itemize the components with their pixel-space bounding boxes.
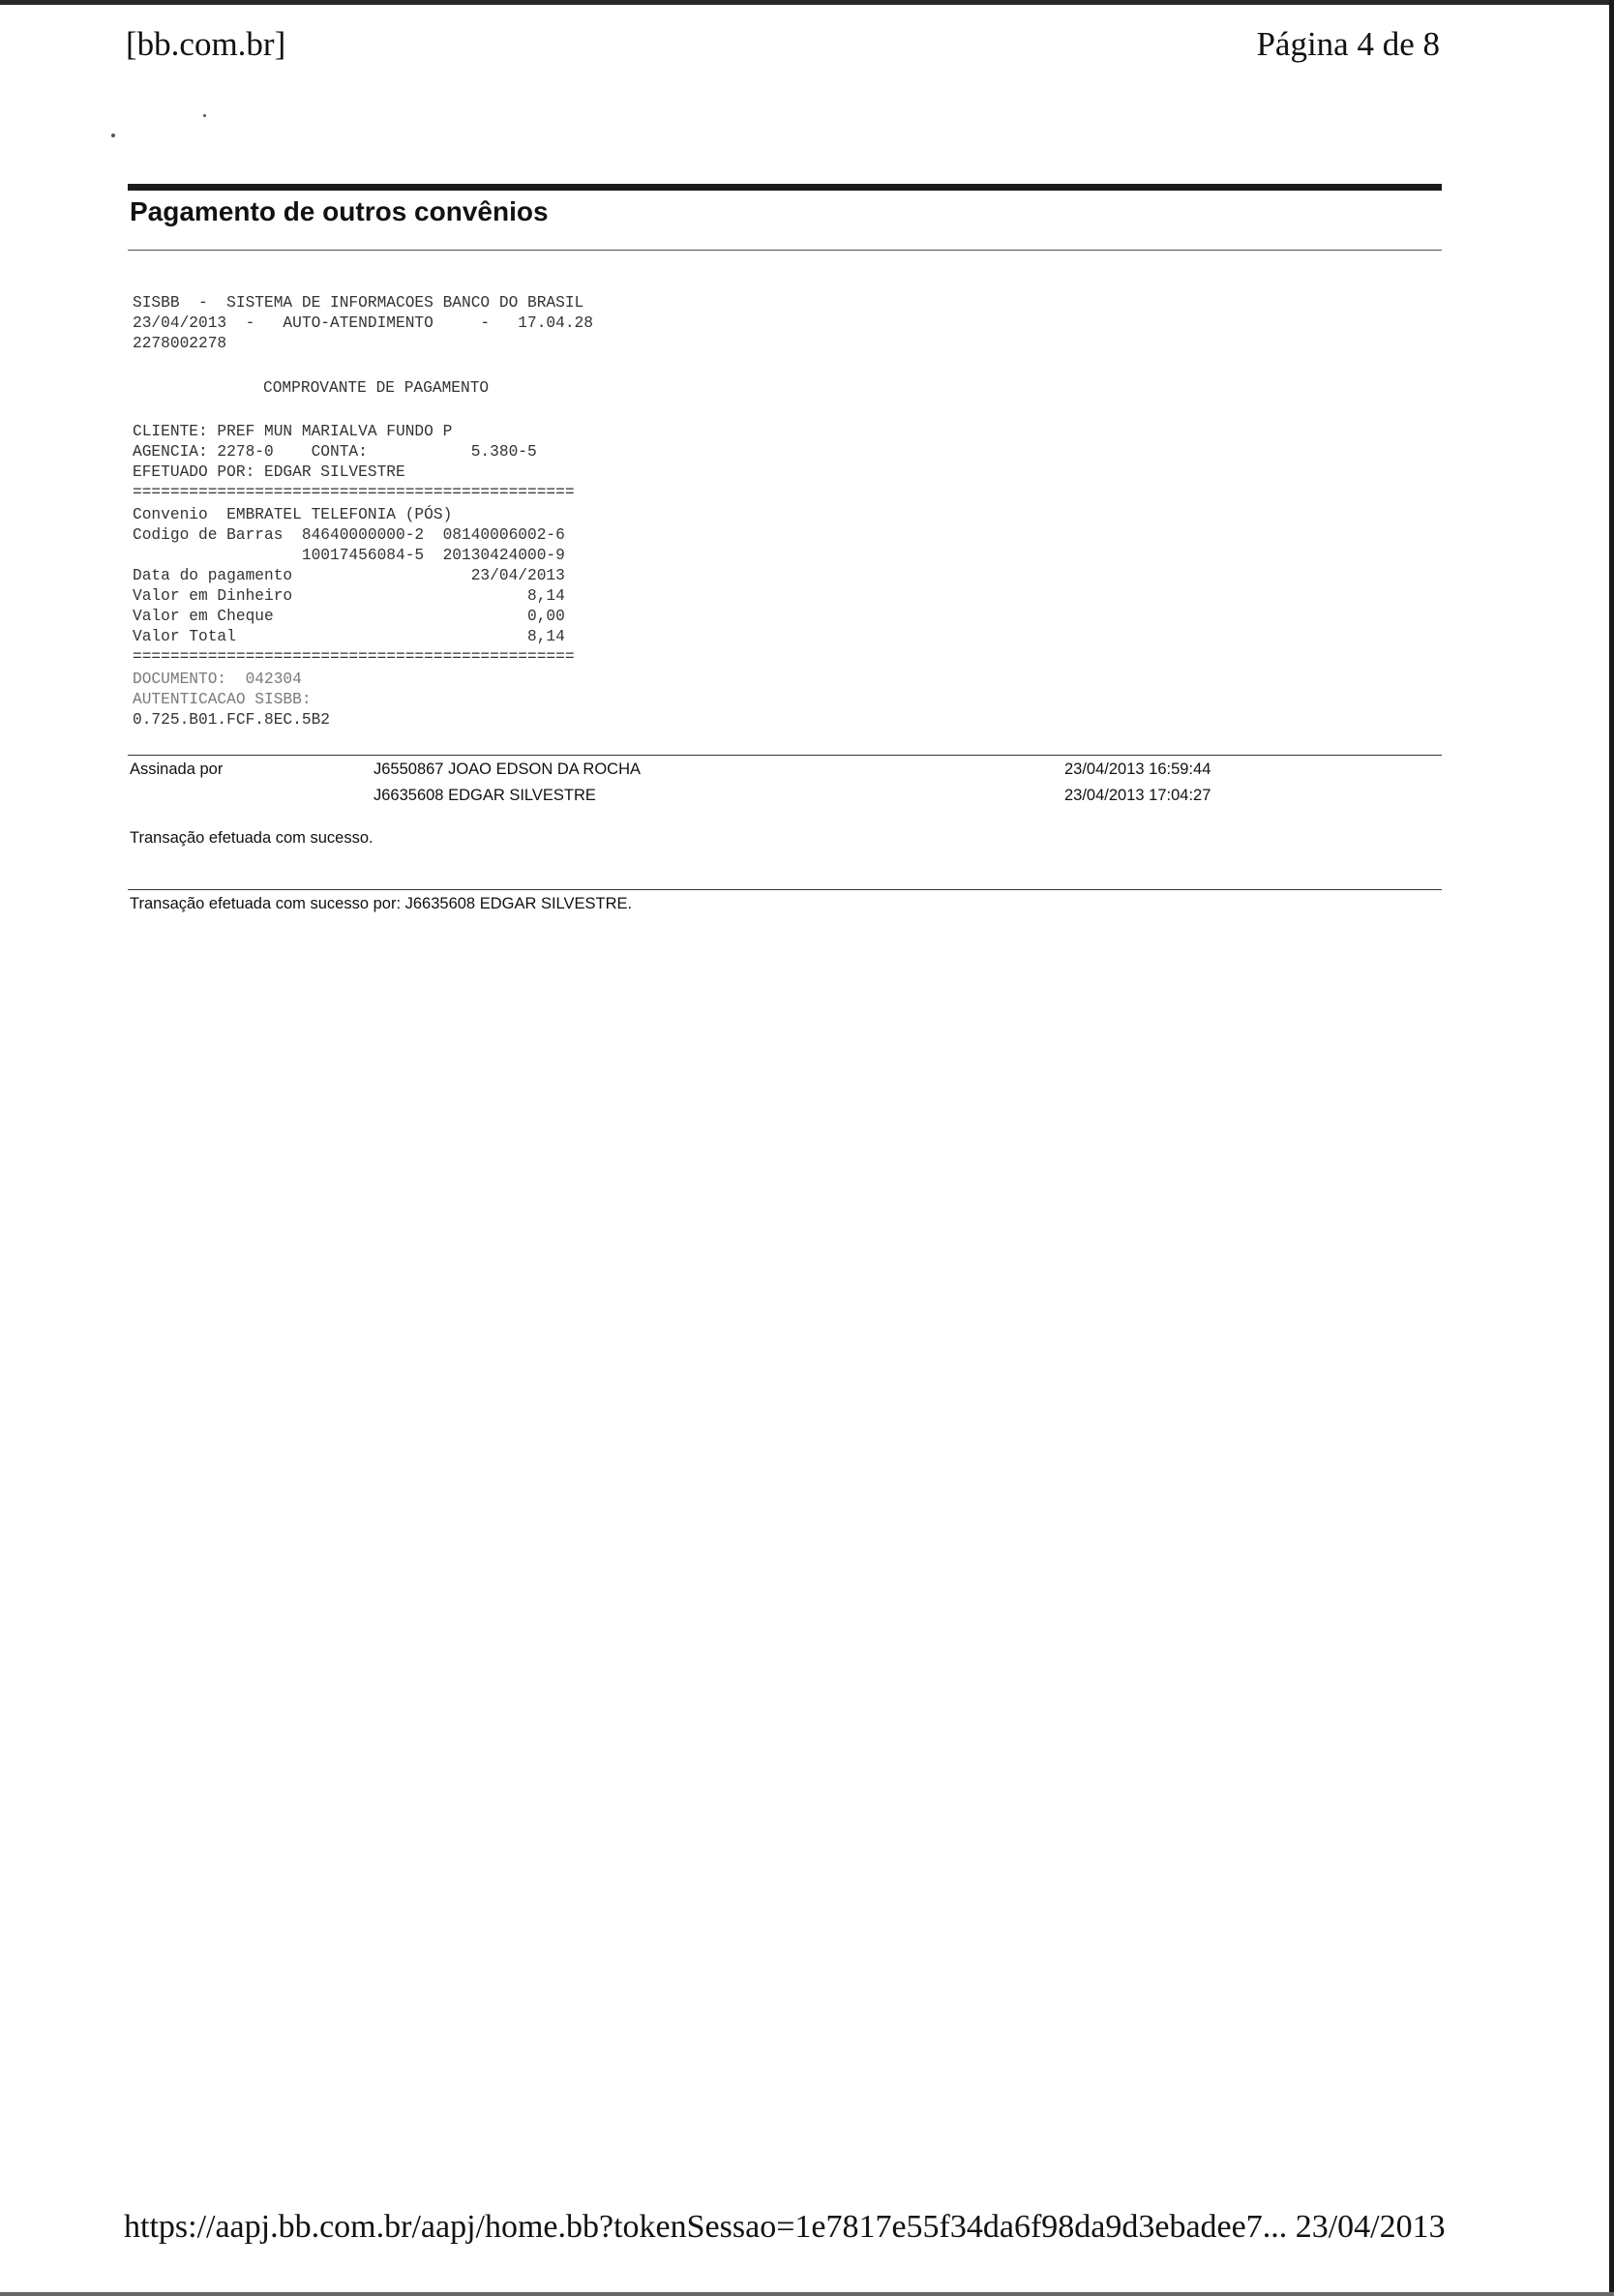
scan-top-edge: [0, 0, 1614, 5]
receipt-line: SISBB - SISTEMA DE INFORMACOES BANCO DO BRASIL: [133, 294, 584, 312]
scan-bottom-edge: [0, 2292, 1614, 2296]
status-message: Transação efetuada com sucesso.: [130, 829, 374, 847]
receipt-line: CLIENTE: PREF MUN MARIALVA FUNDO P: [133, 423, 453, 440]
signer-name: J6550867 JOAO EDSON DA ROCHA: [374, 760, 642, 778]
header-page-number: Página 4 de 8: [1256, 25, 1440, 63]
receipt-line: 0.725.B01.FCF.8EC.5B2: [133, 711, 330, 729]
signed-by-label: Assinada por: [130, 760, 224, 778]
receipt-line: 23/04/2013 - AUTO-ATENDIMENTO - 17.04.28: [133, 314, 593, 332]
receipt-line: 10017456084-5 20130424000-9: [133, 547, 565, 564]
title-divider: [128, 250, 1442, 251]
receipt-line: Convenio EMBRATEL TELEFONIA (PÓS): [133, 506, 453, 523]
receipt-line: 2278002278: [133, 335, 227, 352]
receipt-line: Valor em Dinheiro 8,14: [133, 587, 565, 605]
title-bar: [128, 184, 1442, 191]
receipt-separator: ===============================================: [133, 484, 575, 501]
scan-right-edge: [1609, 0, 1614, 2296]
receipt-line: Codigo de Barras 84640000000-2 08140006002-6: [133, 526, 565, 544]
receipt-line: Valor Total 8,14: [133, 628, 565, 645]
signer-datetime: 23/04/2013 17:04:27: [1064, 787, 1211, 804]
scan-speck: [203, 114, 206, 117]
signatures-divider: [128, 755, 1442, 756]
receipt-line: AUTENTICACAO SISBB:: [133, 691, 312, 708]
final-message: Transação efetuada com sucesso por: J6635608 EDGAR SILVESTRE.: [130, 895, 633, 912]
receipt-separator: ===============================================: [133, 648, 575, 666]
receipt-line: Valor em Cheque 0,00: [133, 608, 565, 625]
receipt-line: AGENCIA: 2278-0 CONTA: 5.380-5: [133, 443, 537, 461]
signer-name: J6635608 EDGAR SILVESTRE: [374, 787, 596, 804]
receipt-line: EFETUADO POR: EDGAR SILVESTRE: [133, 463, 405, 481]
final-divider: [128, 889, 1442, 890]
scan-speck: [111, 134, 115, 137]
receipt-line: DOCUMENTO: 042304: [133, 671, 302, 688]
receipt-heading: COMPROVANTE DE PAGAMENTO: [263, 379, 490, 397]
section-title: Pagamento de outros convênios: [130, 196, 549, 226]
header-site: [bb.com.br]: [126, 25, 286, 63]
receipt-line: Data do pagamento 23/04/2013: [133, 567, 565, 584]
footer-url-date: https://aapj.bb.com.br/aapj/home.bb?tokenSessao=1e7817e55f34da6f98da9d3ebadee7... 23/04/2013: [124, 2209, 1446, 2245]
signer-datetime: 23/04/2013 16:59:44: [1064, 760, 1211, 778]
